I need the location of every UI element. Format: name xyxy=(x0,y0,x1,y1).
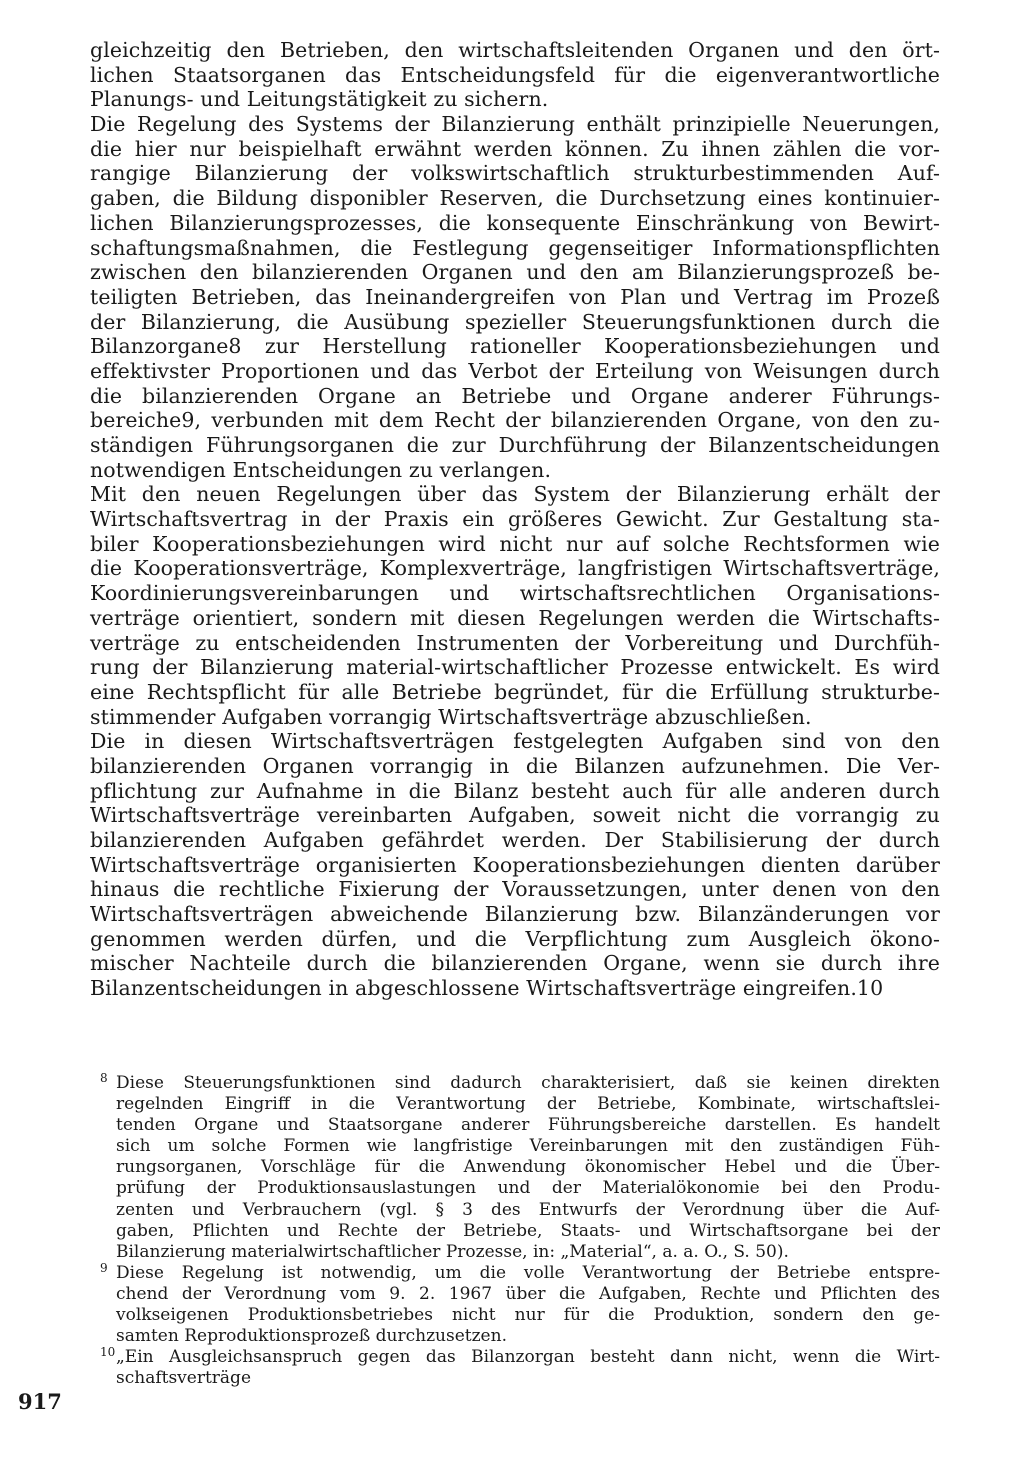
footnotes xyxy=(100,1073,940,1389)
body-line: Die Regelung des Systems der Bilanzierung enthält prinzipielle Neuerungen, xyxy=(90,112,940,137)
body-line: Wirtschaftsverträgen abweichende Bilanzierung bzw. Bilanzänderungen vor xyxy=(90,902,940,927)
body-line: eine Rechtspflicht für alle Betriebe begründet, für die Erfüllung strukturbe- xyxy=(90,679,940,704)
body-line: Bilanzorgane8 zur Herstellung rationeller Kooperationsbeziehungen und xyxy=(90,334,940,359)
footnote-number: 8 xyxy=(100,1071,108,1085)
body-line: genommen werden dürfen, und die Verpflichtung zum Ausgleich ökono- xyxy=(90,926,940,951)
body-line: bilanzierenden Organen vorrangig in die Bilanzen aufzunehmen. Die Ver- xyxy=(90,753,940,778)
footnote-line: Bilanzierung materialwirtschaftlicher Prozesse, in: „Material“, a. a. O., S. 50). xyxy=(116,1241,789,1262)
body-line: bilanzierenden Aufgaben gefährdet werden. Der Stabilisierung der durch xyxy=(90,828,940,852)
body-line: ständigen Führungsorganen die zur Durchführung der Bilanzentscheidungen xyxy=(90,433,940,457)
body-line: verträge orientiert, sondern mit diesen Regelungen werden die Wirtschafts- xyxy=(90,605,940,630)
footnote xyxy=(100,1260,940,1347)
body-text xyxy=(90,38,940,1001)
body-line: teiligten Betrieben, das Ineinandergreifen von Plan und Vertrag im Prozeß xyxy=(90,284,940,309)
footnote-line: prüfung der Produktionsauslastungen und der Materialökonomie bei den Produ- xyxy=(116,1178,940,1199)
body-line: rangige Bilanzierung der volkswirtschaftlich strukturbestimmenden Auf- xyxy=(90,161,940,186)
body-line: Mit den neuen Regelungen über das System der Bilanzierung erhält der xyxy=(90,482,940,507)
footnote xyxy=(100,1073,940,1263)
body-line: der Bilanzierung, die Ausübung spezieller Steuerungsfunktionen durch die xyxy=(90,309,940,334)
body-line: Wirtschaftsvertrag in der Praxis ein größeres Gewicht. Zur Gestaltung sta- xyxy=(90,507,940,532)
body-line: gleichzeitig den Betrieben, den wirtschaftsleitenden Organen und den ört- xyxy=(90,38,940,62)
body-line: effektivster Proportionen und das Verbot der Erteilung von Weisungen durch xyxy=(90,358,940,383)
footnote-line: samten Reproduktionsprozeß durchzusetzen. xyxy=(116,1326,507,1347)
footnote-line: sich um solche Formen wie langfristige Vereinbarungen mit den zuständigen Füh- xyxy=(116,1136,940,1157)
body-line: biler Kooperationsbeziehungen wird nicht nur auf solche Rechtsformen wie xyxy=(90,531,940,556)
footnote xyxy=(100,1347,940,1389)
footnote-line: regelnden Eingriff in die Verantwortung der Betriebe, Kombinate, wirtschaftslei- xyxy=(116,1094,940,1115)
footnote-line: gaben, Pflichten und Rechte der Betriebe, Staats- und Wirtschaftsorgane bei der xyxy=(116,1220,940,1241)
body-line: Koordinierungsvereinbarungen und wirtschaftsrechtlichen Organisations- xyxy=(90,581,940,606)
footnote-line: tenden Organe und Staatsorgane anderer Führungsbereiche darstellen. Es handelt xyxy=(116,1115,940,1136)
body-line: pflichtung zur Aufnahme in die Bilanz besteht auch für alle anderen durch xyxy=(90,778,940,803)
footnote-line: Diese Regelung ist notwendig, um die volle Verantwortung der Betriebe entspre- xyxy=(116,1262,940,1283)
body-line: gaben, die Bildung disponibler Reserven, die Durchsetzung eines kontinuier- xyxy=(90,186,940,211)
body-line: mischer Nachteile durch die bilanzierenden Organe, wenn sie durch ihre xyxy=(90,951,940,976)
body-line: die Kooperationsverträge, Komplexverträge, langfristigen Wirtschaftsverträge, xyxy=(90,556,940,581)
footnote-line: chend der Verordnung vom 9. 2. 1967 über die Aufgaben, Rechte und Pflichten des xyxy=(116,1283,940,1304)
body-line: Die in diesen Wirtschaftsverträgen festgelegten Aufgaben sind von den xyxy=(90,729,940,754)
footnote-number: 9 xyxy=(100,1260,108,1275)
footnote-line: zenten und Verbrauchern (vgl. § 3 des Entwurfs der Verordnung über die Auf- xyxy=(116,1199,940,1220)
body-line: Planungs- und Leitungstätigkeit zu sichern. xyxy=(90,87,549,112)
footnote-line: volkseigenen Produktionsbetriebes nicht nur für die Produktion, sondern den ge- xyxy=(116,1305,940,1326)
footnote-line: rungsorganen, Vorschläge für die Anwendung ökonomischer Hebel und die Über- xyxy=(116,1157,940,1178)
body-line: Bilanzentscheidungen in abgeschlossene Wirtschaftsverträge eingreifen.10 xyxy=(90,976,884,1001)
footnote-line: „Ein Ausgleichsanspruch gegen das Bilanzorgan besteht dann nicht, wenn die Wirt- xyxy=(116,1347,940,1368)
body-line: Wirtschaftsverträge vereinbarten Aufgaben, soweit nicht die vorrangig zu xyxy=(90,803,940,828)
body-line: notwendigen Entscheidungen zu verlangen. xyxy=(90,457,552,482)
body-line: die hier nur beispielhaft erwähnt werden können. Zu ihnen zählen die vor- xyxy=(90,136,940,161)
body-line: verträge zu entscheidenden Instrumenten der Vorbereitung und Durchfüh- xyxy=(90,630,940,655)
body-line: Wirtschaftsverträge organisierten Kooperationsbeziehungen dienten darüber xyxy=(90,852,940,877)
footnote-line: Diese Steuerungsfunktionen sind dadurch charakterisiert, daß sie keinen direkten xyxy=(116,1073,940,1093)
body-line: zwischen den bilanzierenden Organen und den am Bilanzierungsprozeß be- xyxy=(90,260,940,285)
body-line: schaftungsmaßnahmen, die Festlegung gegenseitiger Informationspflichten xyxy=(90,235,940,260)
body-line: bereiche9, verbunden mit dem Recht der bilanzierenden Organe, von den zu- xyxy=(90,408,940,433)
footnote-number: 10 xyxy=(100,1345,116,1360)
body-line: die bilanzierenden Organe an Betriebe und Organe anderer Führungs- xyxy=(90,383,940,408)
page-number: 917 xyxy=(18,1389,62,1414)
body-line: rung der Bilanzierung material-wirtschaftlicher Prozesse entwickelt. Es wird xyxy=(90,655,940,680)
body-line: lichen Staatsorganen das Entscheidungsfeld für die eigenverantwortliche xyxy=(90,62,940,87)
body-line: hinaus die rechtliche Fixierung der Voraussetzungen, unter denen von den xyxy=(90,877,940,902)
body-line: lichen Bilanzierungsprozesses, die konsequente Einschränkung von Bewirt- xyxy=(90,210,940,235)
footnote-line: schaftsverträge xyxy=(116,1368,252,1389)
body-line: stimmender Aufgaben vorrangig Wirtschaftsverträge abzuschließen. xyxy=(90,704,812,729)
